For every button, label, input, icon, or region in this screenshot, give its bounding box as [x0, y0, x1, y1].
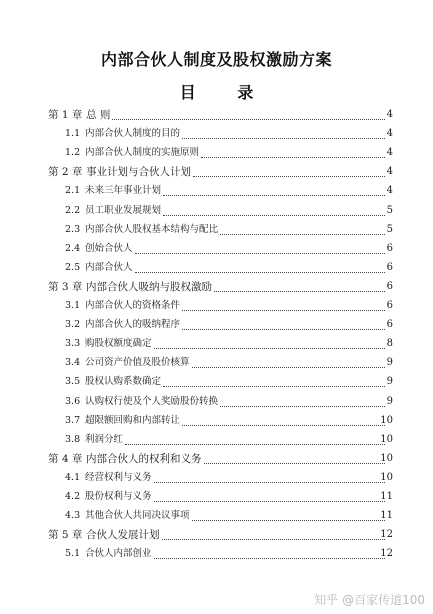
- toc-dot-leader: [163, 386, 385, 387]
- toc-dot-leader: [125, 444, 385, 445]
- toc-section-entry[interactable]: [0, 488, 433, 506]
- toc-entry-title: 经营权利与义务: [85, 471, 152, 483]
- toc-dot-leader: [204, 463, 385, 464]
- toc-entry-title: 合伙人内部创业: [85, 548, 152, 560]
- toc-section-entry[interactable]: [0, 182, 433, 200]
- toc-page-number: 4: [386, 109, 393, 120]
- toc-page-number: 4: [386, 147, 393, 159]
- toc-entry-title: 公司资产价值及股价核算: [85, 357, 190, 369]
- toc-entry-title: 利润分红: [85, 433, 124, 445]
- toc-entry-number: 4.3: [65, 510, 81, 522]
- toc-entry-number: 第 5 章: [48, 529, 83, 542]
- toc-entry-title: 股权认购系数确定: [85, 376, 162, 388]
- toc-page-number: 4: [386, 128, 393, 140]
- toc-entry-title: 其他合伙人共同决议事项: [85, 510, 190, 522]
- toc-page-number: 5: [386, 204, 393, 216]
- toc-dot-leader: [220, 234, 385, 235]
- toc-entry-number: 3.2: [65, 319, 81, 331]
- toc-page-number: 6: [386, 242, 393, 254]
- toc-page-number: 6: [386, 261, 393, 273]
- toc-dot-leader: [201, 157, 385, 158]
- toc-entry-number: 3.7: [65, 414, 81, 426]
- toc-section-entry[interactable]: [0, 297, 433, 315]
- toc-entry-number: 3.4: [65, 357, 81, 369]
- toc-section-entry[interactable]: [0, 125, 433, 143]
- toc-chapter-entry[interactable]: [0, 278, 433, 296]
- toc-page-number: 5: [386, 223, 393, 235]
- toc-section-entry[interactable]: [0, 221, 433, 239]
- toc-entry-title: 购股权额度确定: [85, 338, 152, 350]
- toc-page-number: 10: [380, 471, 393, 483]
- toc-dot-leader: [154, 482, 385, 483]
- toc-dot-leader: [193, 176, 385, 177]
- toc-entry-title: 内部合伙人的权利和义务: [86, 452, 202, 465]
- toc-dot-leader: [163, 195, 385, 196]
- toc-page-number: 9: [386, 357, 393, 369]
- toc-entry-number: 2.3: [65, 223, 81, 235]
- toc-dot-leader: [192, 367, 385, 368]
- toc-entry-number: 第 3 章: [48, 280, 83, 293]
- toc-page-number: 11: [380, 510, 393, 522]
- toc-entry-number: 3.3: [65, 338, 81, 350]
- document-title: 内部合伙人制度及股权激励方案: [100, 50, 332, 69]
- toc-section-entry[interactable]: [0, 144, 433, 162]
- toc-entry-number: 2.5: [65, 261, 81, 273]
- toc-heading: 目 录: [179, 83, 272, 102]
- toc-section-entry[interactable]: [0, 259, 433, 277]
- toc-entry-number: 2.1: [65, 185, 81, 197]
- toc-dot-leader: [182, 138, 385, 139]
- toc-page-number: 12: [380, 529, 393, 541]
- toc-dot-leader: [214, 291, 385, 292]
- toc-dot-leader: [162, 539, 385, 540]
- toc-section-entry[interactable]: [0, 373, 433, 391]
- toc-page-number: 6: [386, 280, 393, 292]
- watermark: 知乎 @百家传道100: [314, 593, 425, 607]
- toc-chapter-entry[interactable]: [0, 450, 433, 468]
- toc-dot-leader: [182, 329, 385, 330]
- toc-dot-leader: [192, 520, 385, 521]
- toc-dot-leader: [135, 253, 385, 254]
- toc-section-entry[interactable]: [0, 545, 433, 563]
- toc-entry-title: 内部合伙人股权基本结构与配比: [85, 223, 219, 235]
- toc-dot-leader: [154, 501, 385, 502]
- toc-entry-number: 3.5: [65, 376, 81, 388]
- toc-dot-leader: [154, 558, 385, 559]
- toc-entry-number: 3.6: [65, 395, 81, 407]
- toc-entry-number: 1.2: [65, 147, 81, 159]
- toc-section-entry[interactable]: [0, 507, 433, 525]
- toc-dot-leader: [154, 348, 385, 349]
- toc-entry-title: 内部合伙人制度的目的: [85, 128, 181, 140]
- toc-entry-title: 超限额回购和内部转让: [85, 414, 181, 426]
- toc-entry-title: 员工职业发展规划: [85, 204, 162, 216]
- toc-entry-number: 4.2: [65, 491, 81, 502]
- toc-section-entry[interactable]: [0, 412, 433, 430]
- toc-page-number: 10: [380, 452, 393, 464]
- toc-dot-leader: [182, 310, 385, 311]
- toc-entry-title: 创始合伙人: [85, 242, 133, 254]
- toc-entry-number: 2.4: [65, 242, 81, 254]
- toc-entry-number: 2.2: [65, 204, 81, 216]
- toc-section-entry[interactable]: [0, 393, 433, 411]
- toc-entry-title: 内部合伙人制度的实施原则: [85, 147, 200, 159]
- toc-entry-number: 5.1: [65, 548, 81, 560]
- toc-entry-title: 未来三年事业计划: [85, 185, 162, 197]
- toc-page-number: 4: [386, 185, 393, 197]
- toc-entry-title: 合伙人发展计划: [86, 529, 160, 542]
- toc-dot-leader: [135, 272, 385, 273]
- toc-page-number: 11: [380, 491, 393, 502]
- toc-dot-leader: [182, 425, 385, 426]
- toc-section-entry[interactable]: [0, 469, 433, 487]
- toc-entry-number: 4.1: [65, 471, 81, 483]
- toc-entry-number: 3.1: [65, 300, 81, 311]
- toc-section-entry[interactable]: [0, 202, 433, 220]
- toc-page-number: 9: [386, 395, 393, 407]
- toc-entry-title: 内部合伙人吸纳与股权激励: [86, 280, 212, 293]
- toc-chapter-entry[interactable]: [0, 526, 433, 544]
- toc-page-number: 8: [386, 338, 393, 350]
- toc-section-entry[interactable]: [0, 240, 433, 258]
- toc-section-entry[interactable]: [0, 354, 433, 372]
- toc-entry-number: 1.1: [65, 128, 81, 140]
- toc-entry-number: 3.8: [65, 433, 81, 445]
- toc-page-number: 10: [380, 433, 393, 445]
- toc-page-number: 6: [386, 319, 393, 331]
- toc-page-number: 12: [380, 548, 393, 560]
- toc-entry-number: 第 4 章: [48, 452, 83, 465]
- toc-entry-title: 总 则: [86, 109, 111, 121]
- toc-section-entry[interactable]: [0, 316, 433, 334]
- toc-page-number: 9: [386, 376, 393, 388]
- toc-chapter-entry[interactable]: [0, 106, 433, 124]
- toc-entry-title: 内部合伙人的吸纳程序: [85, 319, 181, 331]
- toc-page-number: 6: [386, 300, 393, 311]
- toc-entry-title: 内部合伙人的资格条件: [85, 300, 181, 311]
- toc-entry-title: 股份权利与义务: [85, 491, 152, 502]
- toc-dot-leader: [112, 119, 385, 120]
- toc-entry-number: 第 2 章: [48, 166, 83, 179]
- toc-page-number: 10: [380, 414, 393, 426]
- toc-entry-title: 内部合伙人: [85, 261, 133, 273]
- toc-entry-title: 认购权行使及个人奖励股份转换: [85, 395, 219, 407]
- toc-entry-title: 事业计划与合伙人计划: [86, 166, 191, 179]
- toc-entry-number: 第 1 章: [48, 109, 83, 121]
- toc-dot-leader: [163, 215, 385, 216]
- toc-dot-leader: [220, 406, 385, 407]
- toc-section-entry[interactable]: [0, 335, 433, 353]
- toc-chapter-entry[interactable]: [0, 163, 433, 181]
- toc-section-entry[interactable]: [0, 431, 433, 449]
- toc-page-number: 4: [386, 166, 393, 178]
